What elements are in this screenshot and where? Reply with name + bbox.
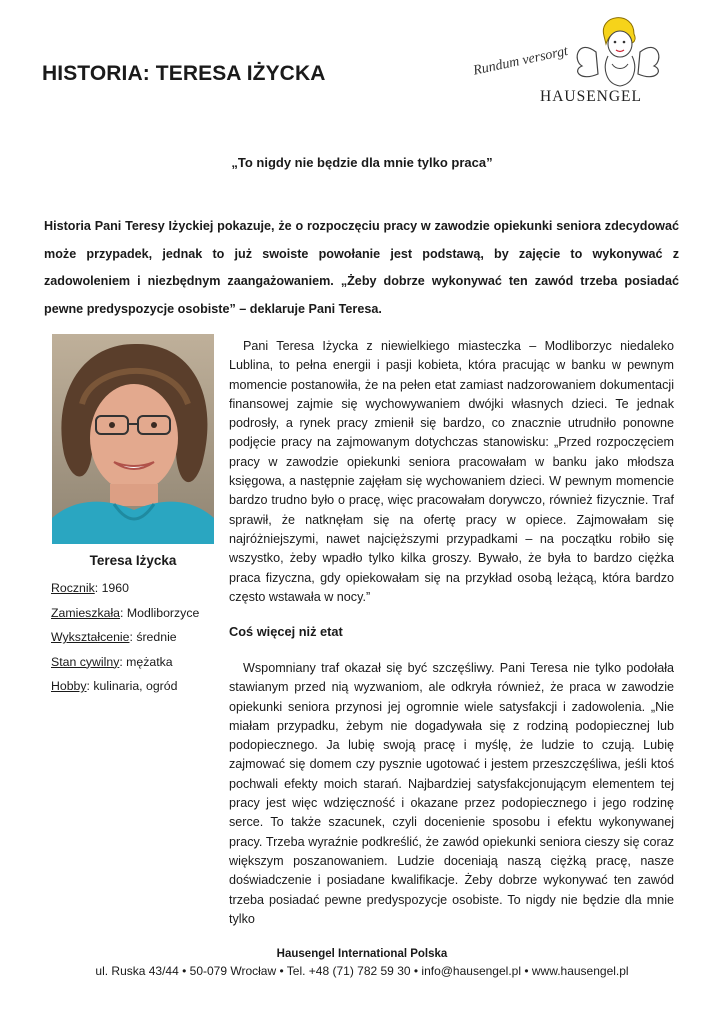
fact-label: Stan cywilny (51, 654, 120, 669)
fact-value: : kulinaria, ogród (86, 679, 178, 693)
profile-facts (51, 576, 221, 699)
fact-education (51, 625, 221, 650)
fact-label: Rocznik (51, 581, 95, 595)
lead-paragraph: Historia Pani Teresy Iżyckiej pokazuje, że o rozpoczęciu pracy w zawodzie opiekunki seniora zdecydować może przypadek, jednak to już swoiste powołanie jest podstawą, by zajęcie to wykonywać z zadowoleniem i niezbędnym zaangażowaniem. „Żeby dobrze wykonywać ten zawód trzeba posiadać pewne predyspozycje osobiste” – deklaruje Pani Teresa. (44, 219, 679, 316)
page-title: HISTORIA: TERESA IŻYCKA (42, 62, 326, 85)
fact-label: Hobby (51, 679, 87, 693)
article-quote-title: „To nigdy nie będzie dla mnie tylko praca” (231, 155, 493, 170)
fact-value: : średnie (129, 630, 177, 644)
logo-brand: HAUSENGEL (540, 88, 642, 105)
article-subheading: Coś więcej niż etat (229, 624, 343, 639)
fact-value: : 1960 (94, 581, 129, 595)
fact-label: Zamieszkała (51, 605, 121, 620)
fact-marital-status (51, 650, 221, 675)
fact-value: : Modliborzyce (120, 605, 200, 620)
article-paragraph-2: Wspomniany traf okazał się być szczęśliwy. Pani Teresa nie tylko podołała stawianym przed nią wyzwaniom, ale odkryła również, że praca w zawodzie opiekunki seniora przynosi jej ogromnie wiele satysfakcji i zadowolenia. „Nie miałam przypadku, żebym nie dogadywała się z rodziną podopiecznej lub podopiecznego. Ja lubię swoją pracę i myślę, że ludzie to czują. Lubię zajmować się domem czy pysznie ugotować i jestem przeszczęśliwa, jeśli ktoś pochwali efekty moich starań. Najbardziej satysfakcjonującym elementem tej pracy jest więc wdzięczność i okazane przez podopiecznego i jego rodzinę serce. To także szacunek, czyli docenienie sposobu i efektu wykonywanej pracy. Trzeba wyraźnie podkreślić, że zawód opiekunki seniora cieszy się coraz większym poszanowaniem. Ludzie doceniają naszą ciężką pracę, nasze doświadczenie i posiadane kwalifikacje. Żeby dobrze wykonywać ten zawód trzeba posiadać pewne predyspozycje osobiste. To nigdy nie będzie dla mnie tylko (229, 661, 674, 926)
footer-address: ul. Ruska 43/44 • 50-079 Wrocław • Tel. +48 (71) 782 59 30 • info@hausengel.pl • www.hausengel.pl (95, 964, 629, 978)
footer-company: Hausengel International Polska (276, 948, 448, 960)
fact-label: Wykształcenie (51, 630, 130, 644)
fact-residence (51, 601, 221, 626)
article-paragraph-1: Pani Teresa Iżycka z niewielkiego miasteczka – Modliborzyc niedaleko Lublina, to pełna energii i pasji kobieta, która pracując w banku w pewnym momencie postanowiła, że na pełen etat zamiast nadzorowaniem dokumentacji finansowej zajmie się wychowywaniem dwójki własnych dzieci. Te jednak podrosły, a rynek pracy zmienił się bardzo, co znacznie utrudniło ponowne podjęcie pracy na zajmowanym dotychczas stanowisku: „Przed rozpoczęciem pracy w zawodzie opiekunki seniora pracowałam w banku jako młodsza księgowa, a następnie zajęłam się wychowaniem dzieci. W pewnym momencie bardzo trudno było o pracę, więc pracowałam dorywczo, również fizycznie. Traf sprawił, że natknęłam się na ofertę pracy w opiece. Zajmowałam się najróżniejszymi, nawet najcięższymi przypadkami – na początku robiło się wszystko, żeby wpadło tylko kilka groszy. Bywało, że była to bardzo ciężka praca fizyczna, gdy opiekowałam się na przykład osobą leżącą, która bardzo często wstawała w nocy.” (229, 339, 674, 604)
fact-value: : mężatka (119, 654, 173, 669)
hausengel-logo (468, 8, 668, 108)
angel-icon (568, 8, 668, 88)
portrait-photo (52, 334, 214, 544)
logo-tagline: Rundum versorgt (472, 43, 570, 79)
fact-birth-year (51, 576, 221, 601)
fact-hobby (51, 674, 221, 699)
profile-name: Teresa Iżycka (89, 553, 177, 568)
